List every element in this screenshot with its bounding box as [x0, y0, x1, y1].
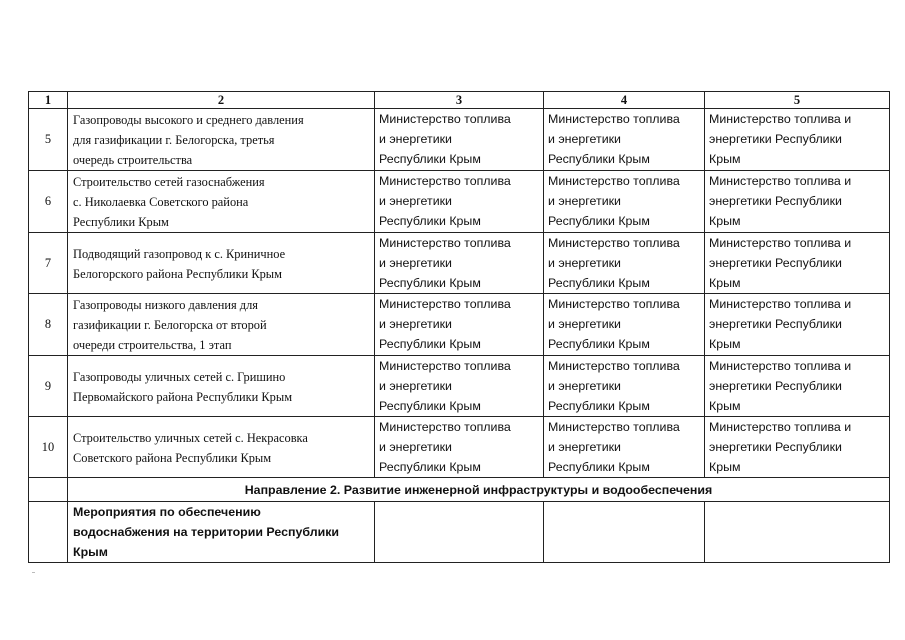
responsible-line: энергетики Республики — [709, 317, 842, 331]
responsible-line: и энергетики — [379, 379, 452, 393]
header-col-3: 3 — [375, 92, 544, 109]
responsible-line: Республики Крым — [548, 399, 650, 413]
row-number: 8 — [29, 294, 68, 356]
object-name-line: Республики Крым — [73, 215, 169, 229]
responsible-col3-cell — [375, 233, 544, 294]
object-name-line: очередь строительства — [73, 153, 193, 167]
object-name-line: Строительство уличных сетей с. Некрасовка — [73, 430, 308, 445]
row-number: 9 — [29, 356, 68, 417]
event-title-line: Мероприятия по обеспечению — [73, 505, 261, 519]
responsible-col5-cell — [705, 294, 890, 356]
scan-speck — [32, 572, 35, 573]
object-name-line: Первомайского района Республики Крым — [73, 389, 293, 404]
responsible-col4-cell — [544, 233, 705, 294]
responsible-line: Министерство топлива — [548, 112, 680, 126]
responsible-line: Министерство топлива — [548, 236, 680, 250]
responsible-line: Крым — [709, 276, 741, 290]
responsible-line: Республики Крым — [548, 337, 650, 351]
row-number: 6 — [29, 171, 68, 233]
responsible-line: Министерство топлива — [548, 297, 680, 311]
responsible-line: Республики Крым — [548, 276, 650, 290]
responsible-line: энергетики Республики — [709, 194, 842, 208]
responsible-line: и энергетики — [379, 440, 452, 454]
responsible-line: Республики Крым — [548, 460, 650, 474]
responsible-line: Республики Крым — [548, 214, 650, 228]
table-row — [29, 417, 890, 478]
responsible-line: Министерство топлива и — [709, 297, 852, 311]
responsible-line: Министерство топлива и — [709, 420, 852, 434]
responsible-col3-cell — [375, 109, 544, 171]
object-name-line: Газопроводы уличных сетей с. Гришино — [73, 369, 286, 384]
responsible-col4-cell — [544, 417, 705, 478]
responsible-line: Крым — [709, 337, 741, 351]
program-table — [28, 91, 890, 563]
responsible-line: и энергетики — [379, 256, 452, 270]
responsible-line: Республики Крым — [379, 460, 481, 474]
responsible-line: и энергетики — [548, 317, 621, 331]
event-number-cell — [29, 502, 68, 563]
row-number: 5 — [29, 109, 68, 171]
event-title-line: водоснабжения на территории Республики — [73, 525, 340, 539]
responsible-line: Республики Крым — [379, 337, 481, 351]
responsible-line: и энергетики — [379, 194, 452, 208]
object-name-line: Белогорского района Республики Крым — [73, 266, 282, 281]
header-col-4: 4 — [544, 92, 705, 109]
row-number: 7 — [29, 233, 68, 294]
responsible-line: Крым — [709, 152, 741, 166]
responsible-line: и энергетики — [548, 440, 621, 454]
responsible-line: Министерство топлива — [379, 297, 511, 311]
event-title-cell — [68, 502, 375, 563]
event-col4-cell — [544, 502, 705, 563]
object-name-line: очереди строительства, 1 этап — [73, 338, 232, 352]
event-row — [29, 502, 890, 563]
header-row — [29, 92, 890, 109]
object-name-cell — [68, 417, 375, 478]
responsible-line: Министерство топлива и — [709, 174, 852, 188]
header-col-1: 1 — [29, 92, 68, 109]
header-col-5: 5 — [705, 92, 890, 109]
responsible-col5-cell — [705, 233, 890, 294]
responsible-col4-cell — [544, 294, 705, 356]
object-name-line: Подводящий газопровод к с. Криничное — [73, 246, 286, 261]
header-col-2: 2 — [68, 92, 375, 109]
object-name-line: газификации г. Белогорска от второй — [73, 318, 267, 332]
responsible-line: энергетики Республики — [709, 440, 842, 454]
table-row — [29, 233, 890, 294]
responsible-col5-cell — [705, 356, 890, 417]
responsible-line: и энергетики — [548, 194, 621, 208]
event-title-line: Крым — [73, 545, 108, 559]
object-name-cell — [68, 294, 375, 356]
object-name-cell — [68, 171, 375, 233]
table-row — [29, 356, 890, 417]
responsible-line: Министерство топлива — [379, 174, 511, 188]
responsible-line: Крым — [709, 399, 741, 413]
responsible-col5-cell — [705, 417, 890, 478]
table-row — [29, 294, 890, 356]
responsible-line: энергетики Республики — [709, 379, 842, 393]
responsible-line: Министерство топлива — [548, 359, 680, 373]
responsible-line: Республики Крым — [379, 152, 481, 166]
object-name-line: Газопроводы высокого и среднего давления — [73, 113, 304, 127]
responsible-col4-cell — [544, 109, 705, 171]
responsible-line: Министерство топлива и — [709, 359, 852, 373]
responsible-line: Крым — [709, 460, 741, 474]
section-row — [29, 478, 890, 502]
section-number-cell — [29, 478, 68, 502]
object-name-cell — [68, 233, 375, 294]
row-number: 10 — [29, 417, 68, 478]
section-title: Направление 2. Развитие инженерной инфраструктуры и водообеспечения — [68, 478, 890, 502]
table-row — [29, 171, 890, 233]
responsible-line: и энергетики — [548, 379, 621, 393]
object-name-line: Газопроводы низкого давления для — [73, 298, 258, 312]
responsible-line: и энергетики — [379, 317, 452, 331]
object-name-line: с. Николаевка Советского района — [73, 195, 249, 209]
responsible-line: Республики Крым — [548, 152, 650, 166]
responsible-line: Республики Крым — [379, 214, 481, 228]
responsible-col5-cell — [705, 171, 890, 233]
responsible-col4-cell — [544, 171, 705, 233]
responsible-line: Крым — [709, 214, 741, 228]
responsible-line: Республики Крым — [379, 276, 481, 290]
responsible-line: и энергетики — [548, 132, 621, 146]
responsible-line: Министерство топлива — [379, 112, 511, 126]
responsible-line: энергетики Республики — [709, 132, 842, 146]
object-name-cell — [68, 109, 375, 171]
object-name-line: для газификации г. Белогорска, третья — [73, 133, 275, 147]
responsible-col3-cell — [375, 294, 544, 356]
responsible-line: Республики Крым — [379, 399, 481, 413]
responsible-col4-cell — [544, 356, 705, 417]
table-row — [29, 109, 890, 171]
object-name-line: Строительство сетей газоснабжения — [73, 175, 265, 189]
responsible-line: энергетики Республики — [709, 256, 842, 270]
event-col5-cell — [705, 502, 890, 563]
responsible-line: Министерство топлива — [548, 174, 680, 188]
responsible-line: Министерство топлива — [379, 420, 511, 434]
object-name-cell — [68, 356, 375, 417]
responsible-col5-cell — [705, 109, 890, 171]
responsible-line: Министерство топлива и — [709, 236, 852, 250]
responsible-line: Министерство топлива — [379, 359, 511, 373]
responsible-line: Министерство топлива — [548, 420, 680, 434]
object-name-line: Советского района Республики Крым — [73, 450, 272, 465]
responsible-line: Министерство топлива и — [709, 112, 852, 126]
responsible-line: и энергетики — [548, 256, 621, 270]
responsible-line: Министерство топлива — [379, 236, 511, 250]
responsible-col3-cell — [375, 171, 544, 233]
event-col3-cell — [375, 502, 544, 563]
responsible-col3-cell — [375, 356, 544, 417]
responsible-line: и энергетики — [379, 132, 452, 146]
responsible-col3-cell — [375, 417, 544, 478]
